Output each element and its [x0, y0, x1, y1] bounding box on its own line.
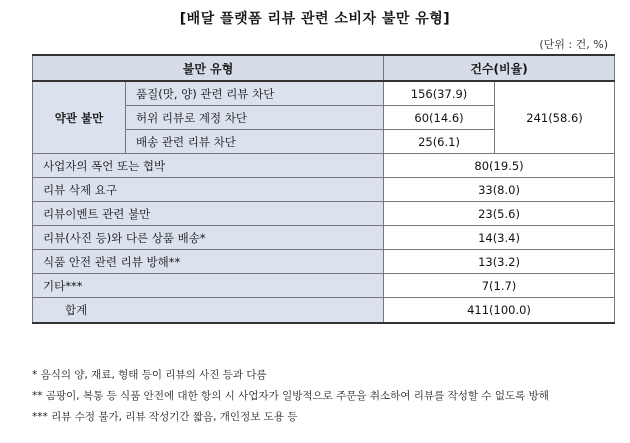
footnotes — [32, 365, 549, 428]
row-value: 25(6.1) — [384, 130, 495, 154]
total-label: 합계 — [33, 298, 384, 324]
table-row — [33, 274, 615, 298]
row-label: 리뷰 삭제 요구 — [33, 178, 384, 202]
row-label: 품질(맛, 양) 관련 리뷰 차단 — [126, 81, 384, 106]
page-title: [배달 플랫폼 리뷰 관련 소비자 불만 유형] — [179, 11, 451, 27]
table-row — [33, 178, 615, 202]
table-header-row — [33, 55, 615, 81]
footnote: *** 리뷰 수정 불가, 리뷰 작성기간 짧음, 개인정보 도용 등 — [32, 411, 298, 423]
row-value: 13(3.2) — [384, 250, 615, 274]
row-label: 기타*** — [33, 274, 384, 298]
table-row — [33, 81, 615, 106]
table-row — [33, 226, 615, 250]
group-label: 약관 불만 — [33, 81, 126, 154]
row-label: 사업자의 폭언 또는 협박 — [33, 154, 384, 178]
row-label: 리뷰이벤트 관련 불만 — [33, 202, 384, 226]
row-value: 23(5.6) — [384, 202, 615, 226]
row-label: 식품 안전 관련 리뷰 방해** — [33, 250, 384, 274]
row-value: 7(1.7) — [384, 274, 615, 298]
header-count: 건수(비율) — [384, 55, 615, 81]
row-value: 60(14.6) — [384, 106, 495, 130]
row-label: 배송 관련 리뷰 차단 — [126, 130, 384, 154]
complaint-table — [32, 54, 615, 324]
row-value: 33(8.0) — [384, 178, 615, 202]
total-row — [33, 298, 615, 324]
table-row — [33, 154, 615, 178]
header-type: 불만 유형 — [33, 55, 384, 81]
total-value: 411(100.0) — [384, 298, 615, 324]
table-row — [33, 250, 615, 274]
row-value: 14(3.4) — [384, 226, 615, 250]
row-label: 허위 리뷰로 계정 차단 — [126, 106, 384, 130]
unit-label: (단위 : 건, %) — [539, 38, 608, 51]
row-label: 리뷰(사진 등)와 다른 상품 배송* — [33, 226, 384, 250]
footnote: * 음식의 양, 재료, 형태 등이 리뷰의 사진 등과 다름 — [32, 369, 267, 381]
table-row — [33, 202, 615, 226]
group-total: 241(58.6) — [495, 81, 615, 154]
footnote: ** 곰팡이, 복통 등 식품 안전에 대한 항의 시 사업자가 일방적으로 주문을 취소하여 리뷰를 작성할 수 없도록 방해 — [32, 390, 549, 402]
row-value: 80(19.5) — [384, 154, 615, 178]
row-value: 156(37.9) — [384, 81, 495, 106]
